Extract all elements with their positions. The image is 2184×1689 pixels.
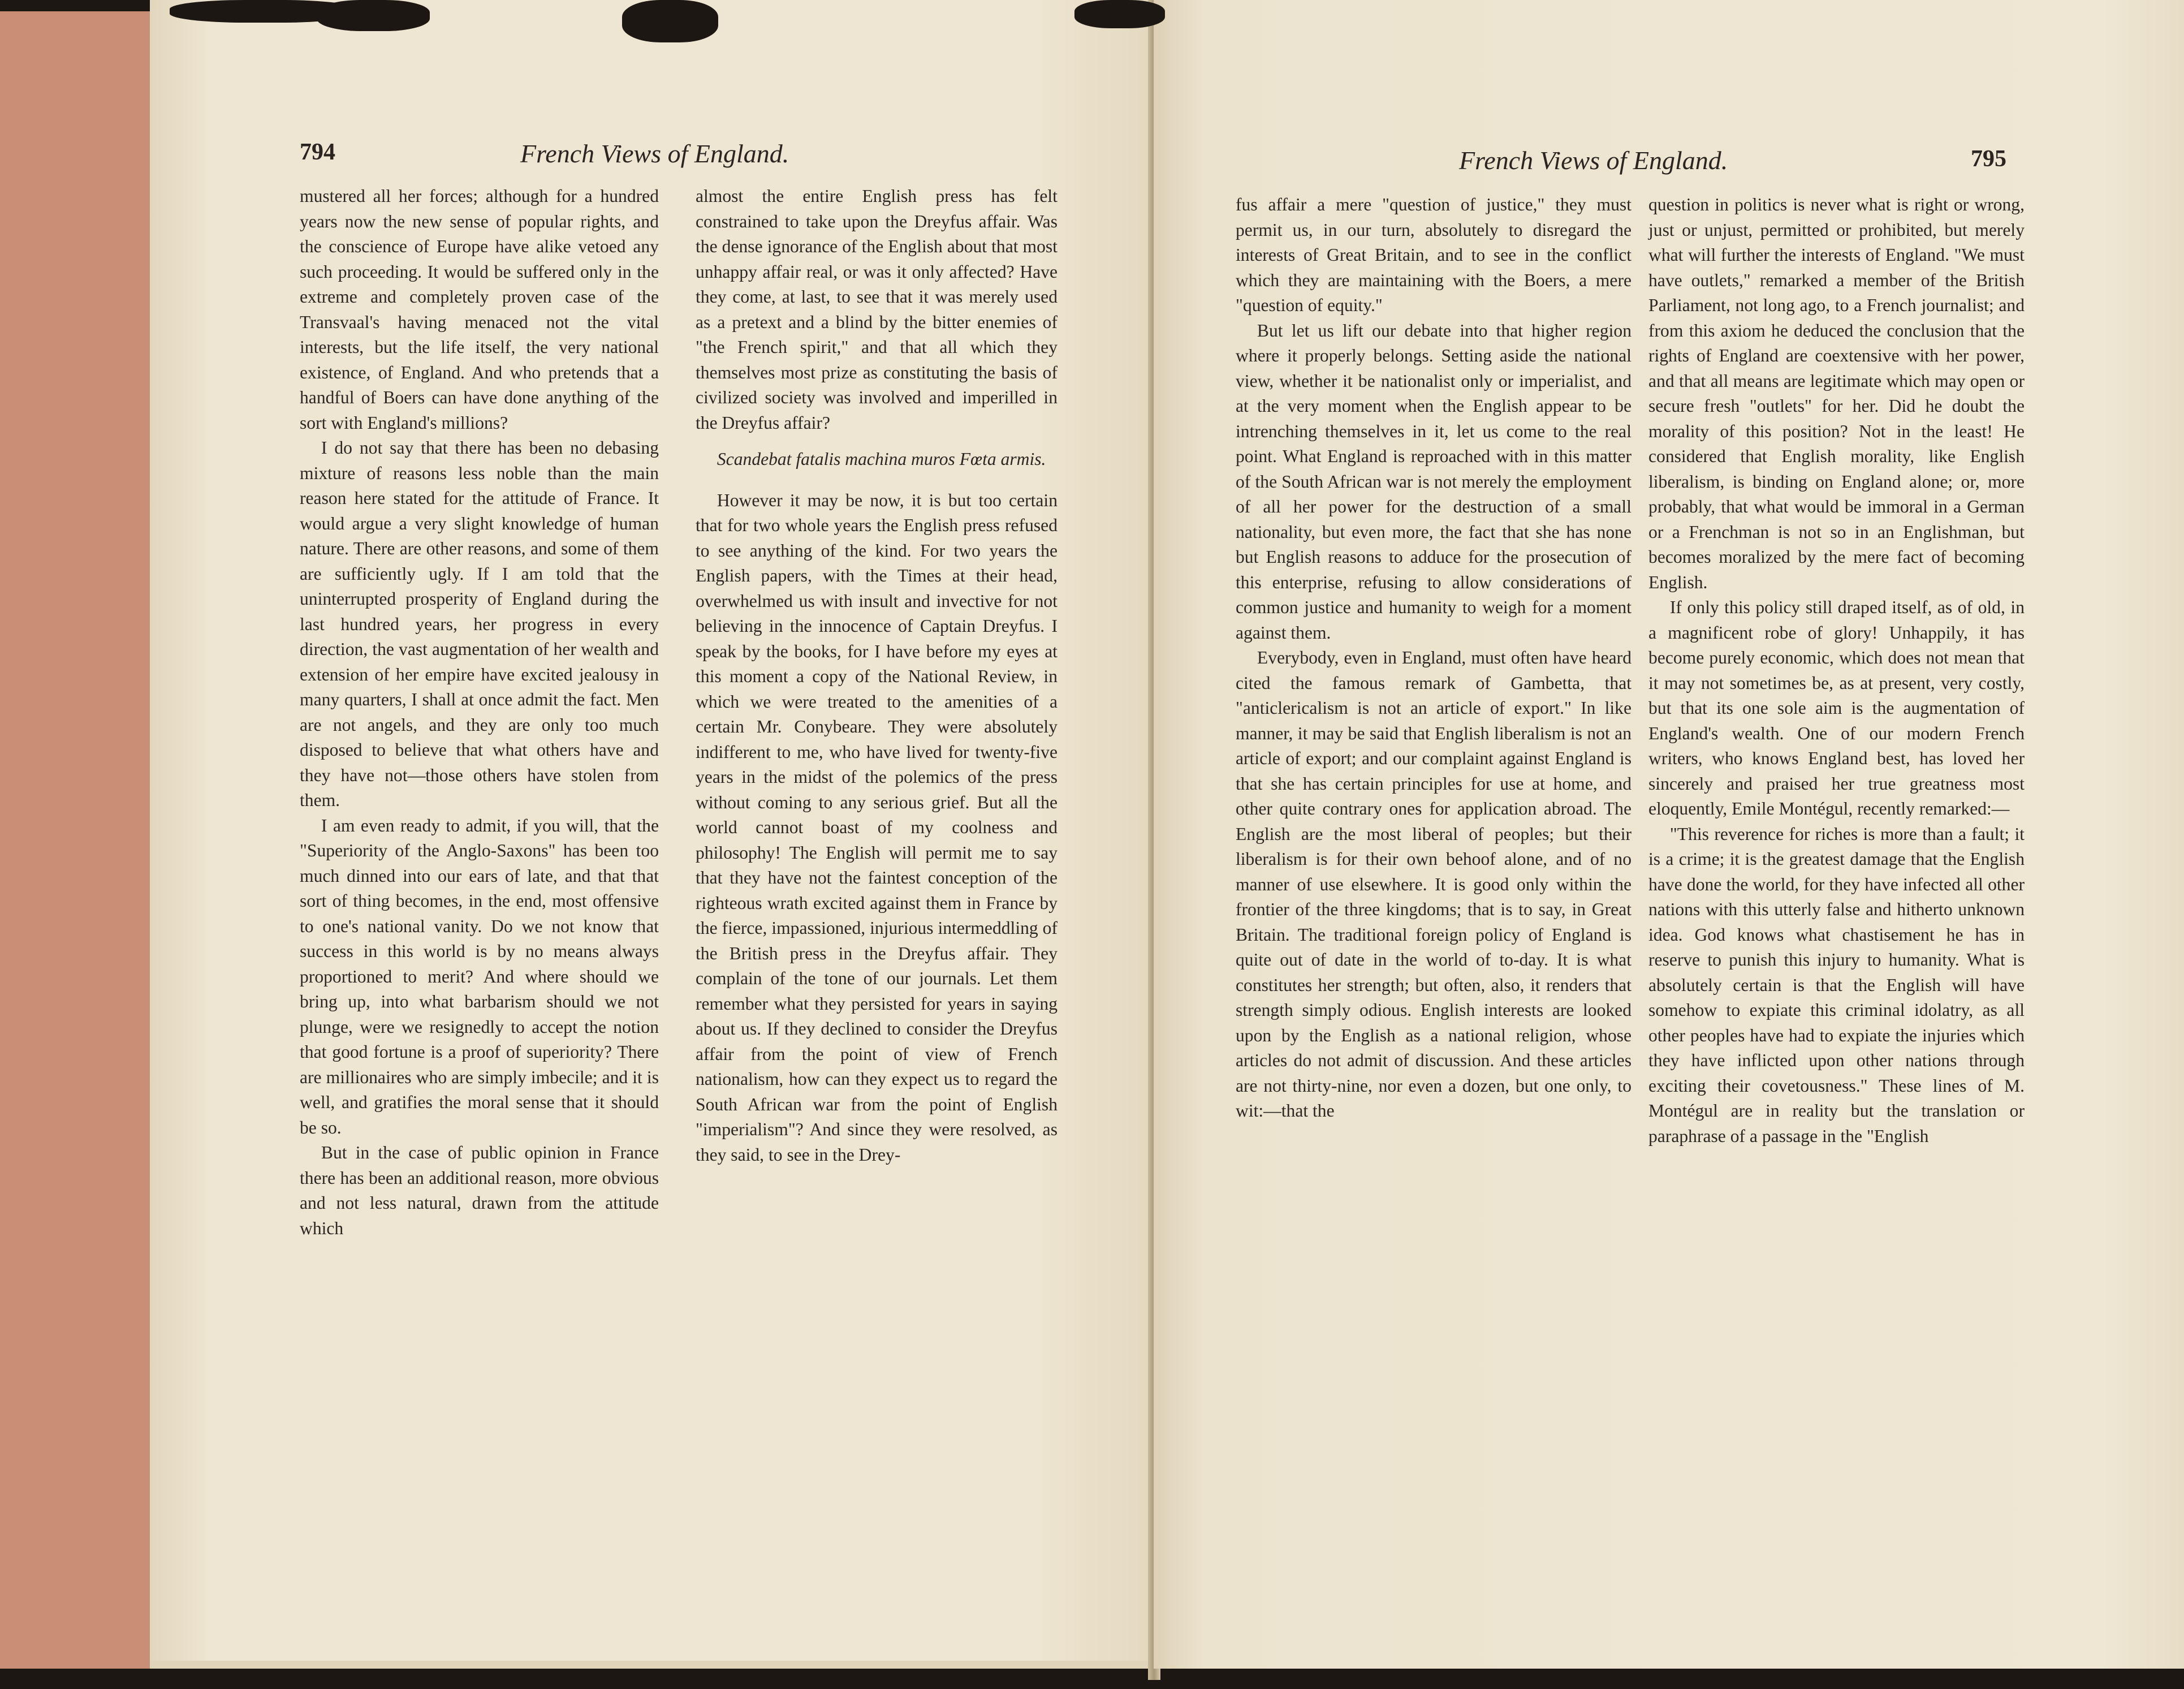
latin-quotation-text: Scandebat fatalis machina muros Fœta armis. <box>717 449 1046 469</box>
left-page <box>150 0 1154 1669</box>
left-column-1 <box>300 184 659 1241</box>
torn-edge <box>622 0 718 42</box>
paragraph: "This reverence for riches is more than a fault; it is a crime; it is the greatest damage that the English have done the world, for they have infected all other nations with this utterly false and hitherto unknown idea. God knows what chastisement he has in reserve to punish this injury to humanity. What is absolutely certain is that the English will have somehow to expiate this criminal idolatry, as all other peoples have had to expiate the injuries which they have inflicted upon other nations through exciting their covetousness." These lines of M. Montégul are in reality but the translation or paraphrase of a passage in the "English <box>1648 824 2025 1146</box>
right-page <box>1154 0 2184 1669</box>
paragraph: But let us lift our debate into that higher region where it properly belongs. Setting aside the national view, whether it be nationalist only or imperialist, and at the very moment when the English appear to be intrenching themselves in it, let us come to the real point. What England is reproached with in this matter of the South African war is not merely the employment of all her power for the destruction of a small nationality, but even more, the fact that she has none but English reasons to adduce for the prosecution of this enterprise, refusing to allow considerations of common justice and humanity to weigh for a moment against them. <box>1236 320 1631 643</box>
right-page-number: 795 <box>1971 146 2006 172</box>
paragraph: I do not say that there has been no debasing mixture of reasons less noble than the main reason here stated for the attitude of France. It would argue a very slight knowledge of human nature. There are other reasons, and some of them are sufficiently ugly. If I am told that the uninterrupted prosperity of England during the last hundred years, her progress in every direction, the vast augmentation of her wealth and extension of her empire have excited jealousy in many quarters, I shall at once admit the fact. Men are not angels, and they are only too much disposed to believe that what others have and they have not—those others have stolen from them. <box>300 438 659 810</box>
paragraph: almost the entire English press has felt constrained to take upon the Dreyfus affair. Was the dense ignorance of the English about that most unhappy affair real, or was it only affected? Have they come, at last, to see that it was merely used as a pretext and a blind by the bitter enemies of "the French spirit," and that all which they themselves most prize as constituting the basis of civilized society was involved and imperilled in the Dreyfus affair? <box>696 186 1058 433</box>
left-page-number: 794 <box>300 139 335 165</box>
paragraph: mustered all her forces; although for a hundred years now the new sense of popular rights, and the conscience of Europe have alike vetoed any such proceeding. It would be suffered only in the extreme and completely proven case of the Transvaal's having menaced not the vital interests, but the life itself, the very national existence, of England. And who pretends that a handful of Boers can have done anything of the sort with England's millions? <box>300 186 659 433</box>
torn-edge <box>1074 0 1165 28</box>
right-column-2 <box>1648 192 2025 1149</box>
paragraph: However it may be now, it is but too certain that for two whole years the English press refused to see anything of the kind. For two years the English papers, with the Times at their head, overwhelmed us with insult and invective for not believing in the innocence of Captain Dreyfus. I speak by the books, for I have before my eyes at this moment a copy of the National Review, in which we were treated to the amenities of a certain Mr. Conybeare. They were absolutely indifferent to me, who have lived for twenty-five years in the midst of the polemics of the press without coming to any serious grief. But all the world cannot boast of my coolness and philosophy! The English will permit me to say that they have not the faintest conception of the righteous wrath excited against them in France by the fierce, impassioned, injurious intermeddling of the British press in the Dreyfus affair. They complain of the tone of our journals. Let them remember what they persisted for years in saying about us. If they declined to consider the Dreyfus affair from the point of view of French nationalism, how can they expect us to regard the South African war from the point of English "imperialism"? And since they were resolved, as they said, to see in the Drey- <box>696 490 1058 1165</box>
latin-quotation <box>696 447 1058 472</box>
paragraph: If only this policy still draped itself, as of old, in a magnificent robe of glory! Unhappily, it has become purely economic, which does not mean that it may not sometimes be, as at present, very costly, but that its one sole aim is the augmentation of England's wealth. One of our modern French writers, who knows England best, has loved her sincerely and praised her true greatness most eloquently, Emile Montégul, recently remarked:— <box>1648 597 2025 818</box>
paragraph: Everybody, even in England, must often have heard cited the famous remark of Gambetta, that "anticlericalism is not an article of export." In like manner, it may be said that English liberalism is not an article of export; and our complaint against England is that she has certain principles for use at home, and other quite contrary ones for application abroad. The English are the most liberal of peoples; but their liberalism is for their own behoof alone, and of no manner of use elsewhere. It is good only within the frontier of the three kingdoms; that is to say, in Great Britain. The traditional foreign policy of England is quite out of date in the world of to-day. It is what constitutes her strength; but often, also, it renders that strength simply odious. English interests are looked upon by the English as a national religion, whose articles do not admit of discussion. And these articles are not thirty-nine, nor even a dozen, but one only, to wit:—that the <box>1236 648 1631 1121</box>
left-running-title: French Views of England. <box>520 139 789 168</box>
paragraph: fus affair a mere "question of justice," they must permit us, in our turn, absolutely to disregard the interests of Great Britain, and to see in the conflict which they are maintaining with the Boers, a mere "question of equity." <box>1236 195 1631 315</box>
paragraph: I am even ready to admit, if you will, that the "Superiority of the Anglo-Saxons" has been too much dinned into our ears of late, and that that sort of thing becomes, in the end, most offensive to one's national vanity. Do we not know that success in this world is by no means always proportioned to merit? And where should we bring up, into what barbarism should we not plunge, were we resignedly to accept the notion that good fortune is a proof of superiority? There are millionaires who are simply imbecile; and it is well, and gratifies the moral sense that it should be so. <box>300 815 659 1138</box>
right-running-title: French Views of England. <box>1459 146 1728 175</box>
right-column-1 <box>1236 192 1631 1124</box>
right-running-head <box>1154 139 2184 178</box>
left-running-head <box>150 139 1154 178</box>
torn-edge <box>317 0 430 31</box>
paragraph: question in politics is never what is right or wrong, just or unjust, permitted or prohibited, but merely what will further the interests of England. "We must have outlets," remarked a member of the British Parliament, not long ago, to a French journalist; and from this axiom he deduced the conclusion that the rights of England are coextensive with her power, and that all means are legitimate which may open or secure fresh "outlets" for her. Did he doubt the morality of this position? Not in the least! He considered that English morality, like English liberalism, is binding on England alone; or, more probably, that what would be immoral in a German or a Frenchman is not so in an Englishman, but becomes moralized by the mere fact of becoming English. <box>1648 195 2025 592</box>
left-column-2 <box>696 184 1058 1167</box>
book-cover-edge <box>0 11 174 1669</box>
paragraph: But in the case of public opinion in France there has been an additional reason, more obvious and not less natural, drawn from the attitude which <box>300 1143 659 1238</box>
